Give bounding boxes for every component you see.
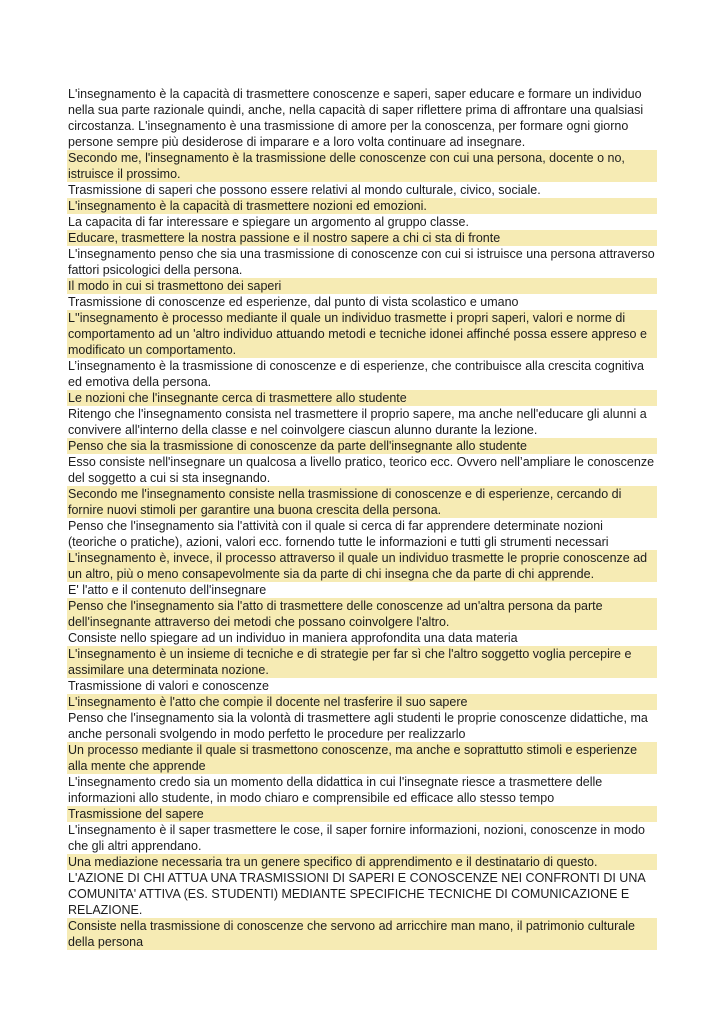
response-entry-highlighted: Penso che sia la trasmissione di conoscenze da parte dell'insegnante allo studente [67, 438, 657, 454]
response-entry: L’insegnamento è la trasmissione di conoscenze e di esperienze, che contribuisce alla crescita cognitiva ed emotiva della persona. [68, 359, 645, 389]
response-entry-highlighted: Secondo me l'insegnamento consiste nella trasmissione di conoscenze e di esperienze, cercando di fornire nuovi stimoli per garantire una buona crescita della persona. [67, 486, 657, 518]
response-entry: L'insegnamento è la capacità di trasmettere conoscenze e saperi, saper educare e formare un individuo nella sua parte razionale quindi, anche, nella capacità di saper riflettere prima di affrontare una qualsiasi circostanza. L'insegnamento è una trasmissione di amore per la conoscenza, per formare ogni giorno persone sempre più desiderose di imparare e a loro volta continuare ad insegnare. [68, 87, 644, 149]
response-entry: Consiste nello spiegare ad un individuo in maniera approfondita una data materia [68, 631, 518, 645]
response-entry: La capacita di far interessare e spiegare un argomento al gruppo classe. [68, 215, 469, 229]
response-entry-highlighted: Educare, trasmettere la nostra passione e il nostro sapere a chi ci sta di fronte [67, 230, 657, 246]
response-entry: Esso consiste nell'insegnare un qualcosa a livello pratico, teorico ecc. Ovvero nell’ampliare le conoscenze del soggetto a cui si sta insegnando. [68, 455, 655, 485]
response-entry: E' l'atto e il contenuto dell'insegnare [68, 583, 267, 597]
response-list [67, 86, 657, 950]
response-entry: L'AZIONE DI CHI ATTUA UNA TRASMISSIONI DI SAPERI E CONOSCENZE NEI CONFRONTI DI UNA COMUNITA' ATTIVA (ES. STUDENTI) MEDIANTE SPECIFICHE TECNICHE DI COMUNICAZIONE E RELAZIONE. [68, 871, 646, 917]
response-entry-highlighted: Un processo mediante il quale si trasmettono conoscenze, ma anche e soprattutto stimoli e esperienze alla mente che apprende [67, 742, 657, 774]
response-entry: Trasmissione di valori e conoscenze [68, 679, 270, 693]
response-entry: Trasmissione di conoscenze ed esperienze, dal punto di vista scolastico e umano [68, 295, 519, 309]
response-entry-highlighted: L'insegnamento è l'atto che compie il docente nel trasferire il suo sapere [67, 694, 657, 710]
response-entry-highlighted: L'insegnamento è un insieme di tecniche e di strategie per far sì che l'altro soggetto voglia percepire e assimilare una determinata nozione. [67, 646, 657, 678]
response-entry-highlighted: L'insegnamento è, invece, il processo attraverso il quale un individuo trasmette le proprie conoscenze ad un altro, più o meno consapevolmente sia da parte di chi insegna che da parte di chi apprende. [67, 550, 657, 582]
response-entry: L'insegnamento credo sia un momento della didattica in cui l'insegnate riesce a trasmettere delle informazioni allo studente, in modo chiaro e comprensibile ed efficace allo stesso tempo [68, 775, 603, 805]
response-entry-highlighted: Consiste nella trasmissione di conoscenze che servono ad arricchire man mano, il patrimonio culturale della persona [67, 918, 657, 950]
response-entry-highlighted: L'insegnamento è la capacità di trasmettere nozioni ed emozioni. [67, 198, 657, 214]
response-entry: Penso che l'insegnamento sia l'attività con il quale si cerca di far apprendere determinate nozioni (teoriche o pratiche), azioni, valori ecc. fornendo tutte le informazioni e tutti gli strumenti necessari [68, 519, 609, 549]
response-entry: Ritengo che l'insegnamento consista nel trasmettere il proprio sapere, ma anche nell'educare gli alunni a convivere all'interno della classe e nel coinvolgere ciascun alunno durante la lezione. [68, 407, 647, 437]
response-entry-highlighted: Le nozioni che l'insegnante cerca di trasmettere allo studente [67, 390, 657, 406]
response-entry: L'insegnamento penso che sia una trasmissione di conoscenze con cui si istruisce una persona attraverso fattori psicologici della persona. [68, 247, 655, 277]
response-entry-highlighted: Il modo in cui si trasmettono dei saperi [67, 278, 657, 294]
response-entry-highlighted: Penso che l'insegnamento sia l'atto di trasmettere delle conoscenze ad un'altra persona da parte dell'insegnante attraverso dei metodi che possano coinvolgere l'altro. [67, 598, 657, 630]
response-entry-highlighted: Trasmissione del sapere [67, 806, 657, 822]
response-entry: L'insegnamento è il saper trasmettere le cose, il saper fornire informazioni, nozioni, conoscenze in modo che gli altri apprendano. [68, 823, 645, 853]
response-entry: Trasmissione di saperi che possono essere relativi al mondo culturale, civico, sociale. [68, 183, 541, 197]
response-entry: Penso che l'insegnamento sia la volontà di trasmettere agli studenti le proprie conoscenze didattiche, ma anche personali svolgendo in modo perfetto le procedure per realizzarlo [68, 711, 648, 741]
response-entry-highlighted: L''insegnamento è processo mediante il quale un individuo trasmette i propri saperi, valori e norme di comportamento ad un 'altro individuo attuando metodi e tecniche idonei affinché possa essere appreso e modificato un comportamento. [67, 310, 657, 358]
response-entry-highlighted: Secondo me, l'insegnamento è la trasmissione delle conoscenze con cui una persona, docente o no, istruisce il prossimo. [67, 150, 657, 182]
response-entry-highlighted: Una mediazione necessaria tra un genere specifico di apprendimento e il destinatario di questo. [67, 854, 657, 870]
